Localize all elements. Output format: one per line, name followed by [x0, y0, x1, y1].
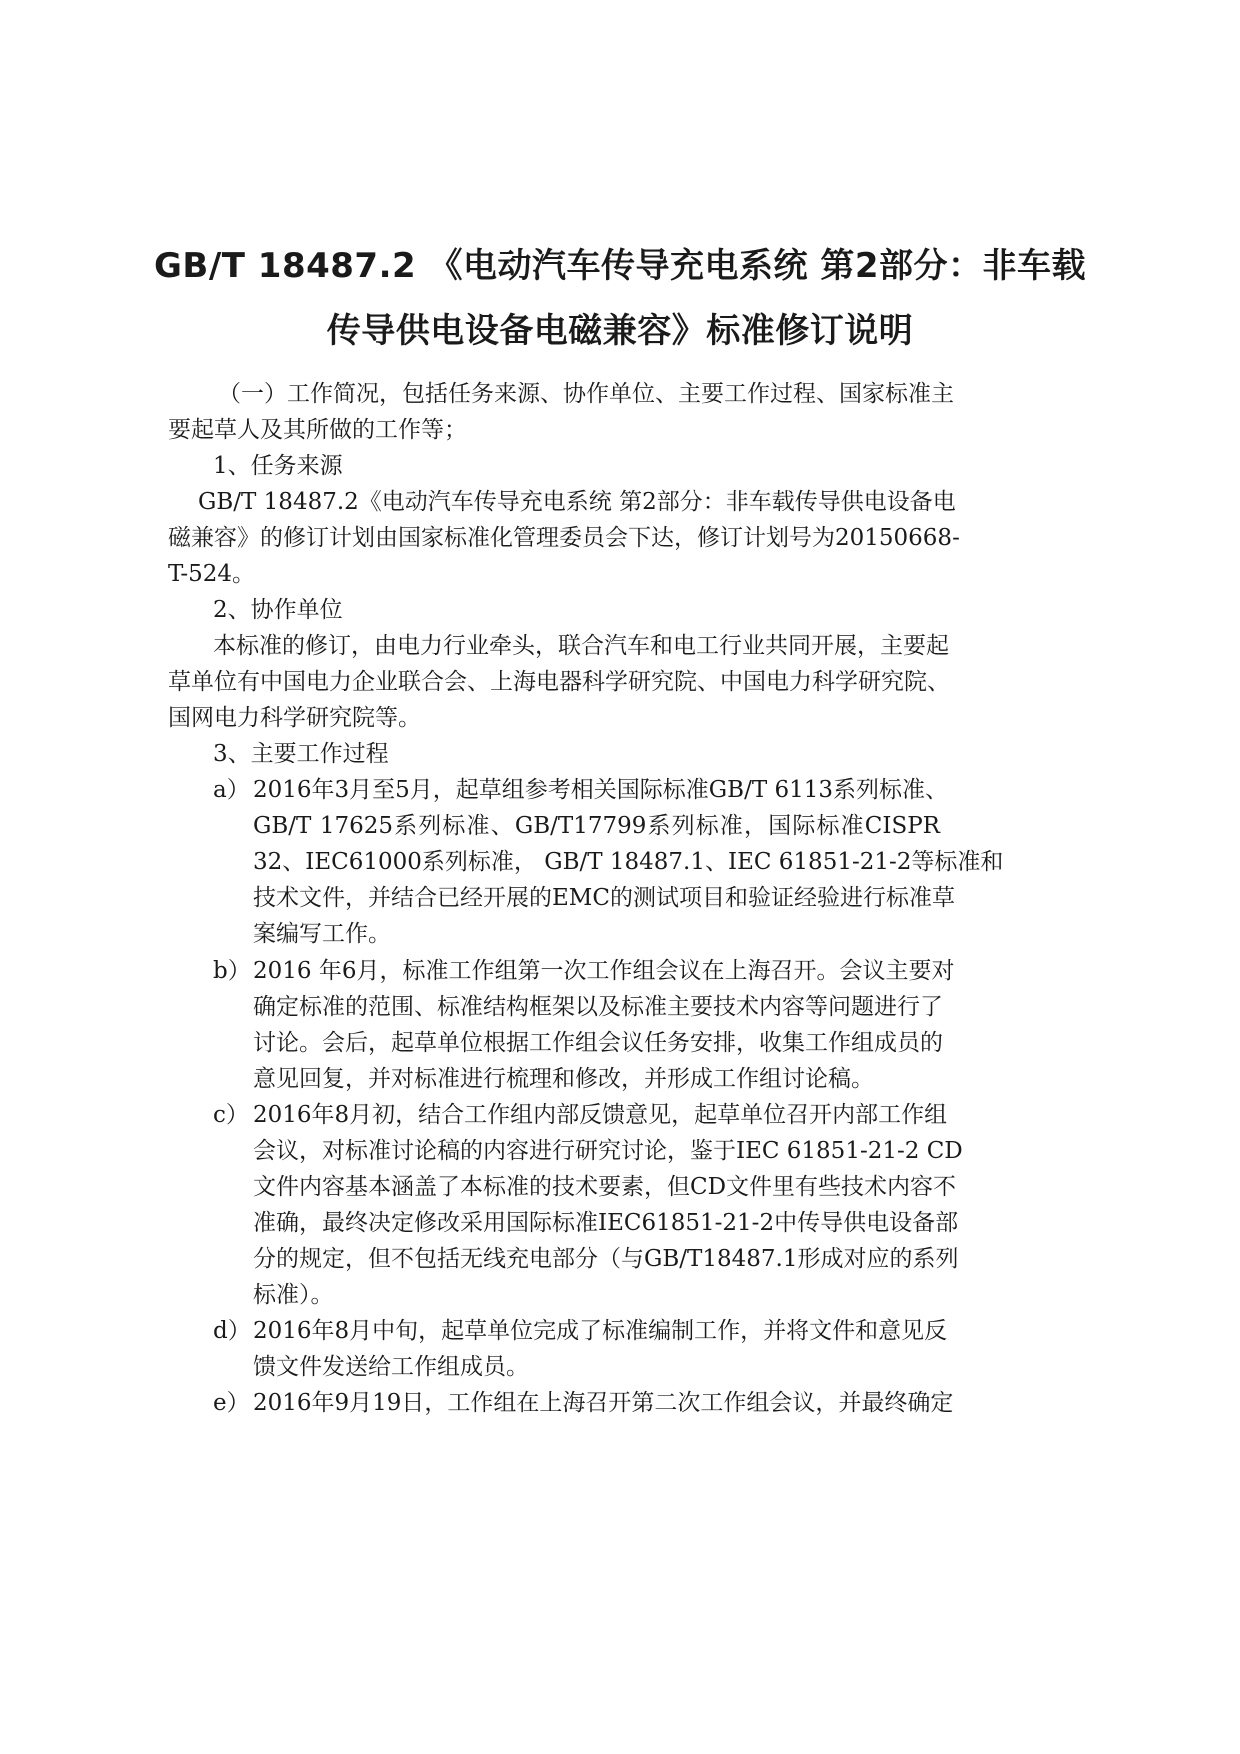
document-title-line-2: 传导供电设备电磁兼容》标准修订说明: [326, 311, 914, 351]
step-a-line: 案编写工作。: [253, 921, 391, 947]
paragraph-line: T-524。: [168, 561, 256, 587]
step-a-line: 32、IEC61000系列标准， GB/T 18487.1、IEC 61851-21-2等标准和: [253, 849, 1004, 875]
step-c-line: 文件内容基本涵盖了本标准的技术要素，但CD文件里有些技术内容不: [253, 1174, 957, 1200]
step-c-line: 2016年8月初，结合工作组内部反馈意见，起草单位召开内部工作组: [253, 1102, 948, 1128]
paragraph-line: GB/T 18487.2《电动汽车传导充电系统 第2部分：非车载传导供电设备电: [198, 489, 956, 515]
step-a-line: 2016年3月至5月，起草组参考相关国际标准GB/T 6113系列标准、: [253, 777, 949, 803]
document-title-line-1: GB/T 18487.2 《电动汽车传导充电系统 第2部分：非车载: [154, 246, 1086, 286]
step-c-line: 分的规定，但不包括无线充电部分（与GB/T18487.1形成对应的系列: [253, 1246, 959, 1272]
step-d-line: 2016年8月中旬，起草单位完成了标准编制工作，并将文件和意见反: [253, 1318, 948, 1344]
paragraph-line: 国网电力科学研究院等。: [168, 705, 421, 731]
step-e-line: 2016年9月19日，工作组在上海召开第二次工作组会议，并最终确定: [253, 1390, 954, 1416]
step-b-line: 意见回复，并对标准进行梳理和修改，并形成工作组讨论稿。: [253, 1066, 874, 1092]
item-heading-partners: 2、协作单位: [213, 597, 343, 623]
list-marker-c: c）: [213, 1102, 249, 1128]
step-c-line: 准确，最终决定修改采用国际标准IEC61851-21-2中传导供电设备部: [253, 1210, 959, 1236]
list-marker-e: e）: [213, 1390, 250, 1416]
step-c-line: 会议，对标准讨论稿的内容进行研究讨论，鉴于IEC 61851-21-2 CD: [253, 1138, 963, 1164]
item-heading-work-process: 3、主要工作过程: [213, 741, 389, 767]
list-marker-a: a）: [213, 777, 250, 803]
item-heading-task-source: 1、任务来源: [213, 453, 343, 479]
section-intro-line: （一）工作简况，包括任务来源、协作单位、主要工作过程、国家标准主: [218, 381, 954, 407]
step-d-line: 馈文件发送给工作组成员。: [253, 1354, 529, 1380]
step-c-line: 标准）。: [253, 1282, 334, 1308]
step-b-line: 确定标准的范围、标准结构框架以及标准主要技术内容等问题进行了: [253, 994, 943, 1020]
list-marker-b: b）: [213, 958, 251, 984]
section-intro-line: 要起草人及其所做的工作等；: [168, 417, 467, 443]
list-marker-d: d）: [213, 1318, 251, 1344]
step-b-line: 讨论。会后，起草单位根据工作组会议任务安排，收集工作组成员的: [253, 1030, 943, 1056]
paragraph-line: 草单位有中国电力企业联合会、上海电器科学研究院、中国电力科学研究院、: [168, 669, 950, 695]
step-a-line: 技术文件，并结合已经开展的EMC的测试项目和验证经验进行标准草: [253, 885, 955, 911]
paragraph-line: 磁兼容》的修订计划由国家标准化管理委员会下达，修订计划号为20150668-: [168, 525, 960, 551]
step-a-line: GB/T 17625系列标准、GB/T17799系列标准，国际标准CISPR: [253, 813, 940, 839]
step-b-line: 2016 年6月，标准工作组第一次工作组会议在上海召开。会议主要对: [253, 958, 955, 984]
paragraph-line: 本标准的修订，由电力行业牵头，联合汽车和电工行业共同开展，主要起: [213, 633, 949, 659]
